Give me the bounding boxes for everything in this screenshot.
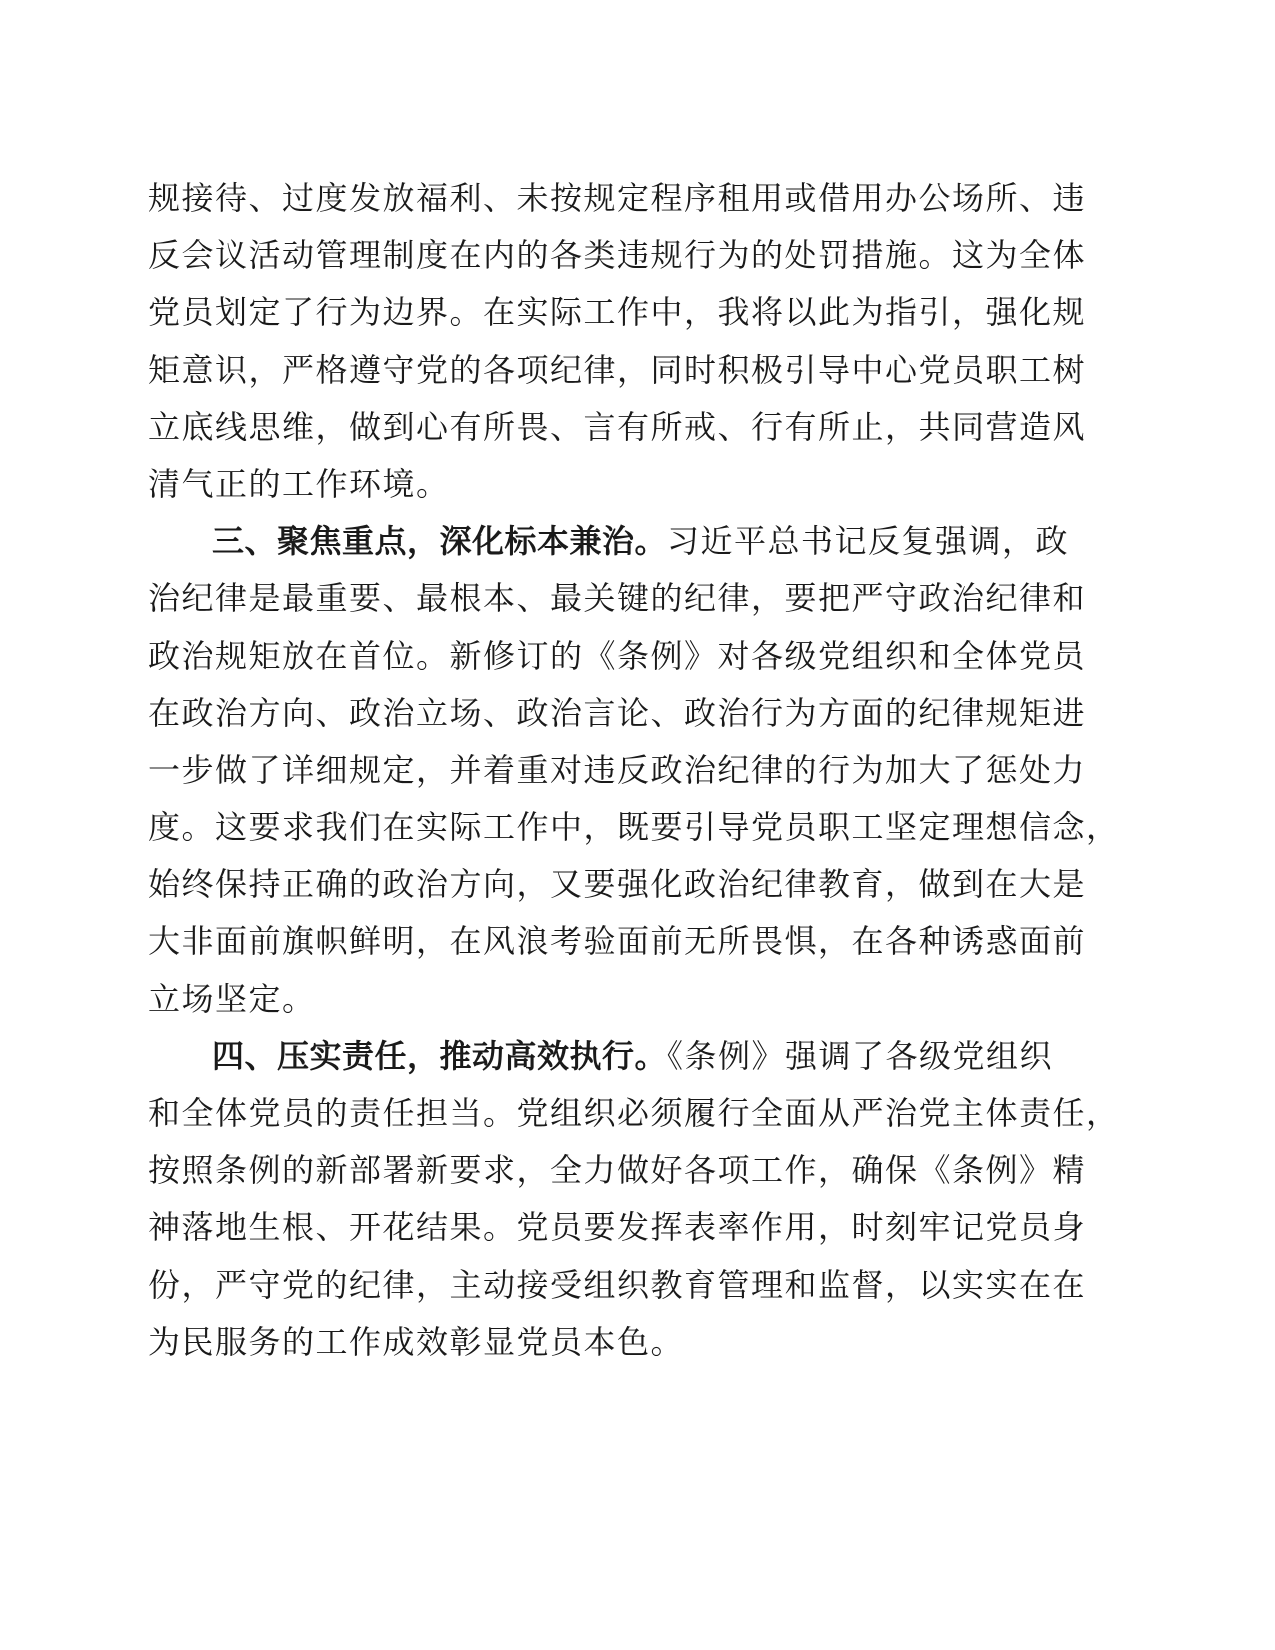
text-line: 政治规矩放在首位。新修订的《条例》对各级党组织和全体党员 xyxy=(148,636,1087,675)
text-line: 治纪律是最重要、最根本、最关键的纪律，要把严守政治纪律和 xyxy=(148,579,1087,618)
document-body xyxy=(148,170,1128,1371)
text-line: 度。这要求我们在实际工作中，既要引导党员职工坚定理想信念， xyxy=(148,808,1120,847)
text-line xyxy=(148,1028,1128,1085)
paragraph-2 xyxy=(148,513,1128,1028)
text-run: 《条例》强调了各级党组织 xyxy=(667,1036,1054,1075)
text-run: 习近平总书记反复强调，政 xyxy=(667,522,1070,561)
text-line: 党员划定了行为边界。在实际工作中，我将以此为指引，强化规 xyxy=(148,293,1087,332)
text-line: 反会议活动管理制度在内的各类违规行为的处罚措施。这为全体 xyxy=(148,236,1087,275)
text-line: 在政治方向、政治立场、政治言论、政治行为方面的纪律规矩进 xyxy=(148,693,1087,732)
section-heading-3: 三、聚焦重点，深化标本兼治。 xyxy=(212,522,668,561)
text-line: 清气正的工作环境。 xyxy=(148,464,450,503)
text-line: 规接待、过度发放福利、未按规定程序租用或借用办公场所、违 xyxy=(148,179,1087,217)
paragraph-3 xyxy=(148,1028,1128,1371)
paragraph-1 xyxy=(148,170,1128,513)
text-line: 份，严守党的纪律，主动接受组织教育管理和监督，以实实在在 xyxy=(148,1265,1087,1304)
text-line: 立底线思维，做到心有所畏、言有所戒、行有所止，共同营造风 xyxy=(148,407,1087,446)
section-heading-4: 四、压实责任，推动高效执行。 xyxy=(212,1036,668,1075)
text-line: 和全体党员的责任担当。党组织必须履行全面从严治党主体责任， xyxy=(148,1094,1120,1132)
text-line: 矩意识，严格遵守党的各项纪律，同时积极引导中心党员职工树 xyxy=(148,350,1087,389)
text-line: 大非面前旗帜鲜明，在风浪考验面前无所畏惧，在各种诱惑面前 xyxy=(148,922,1087,961)
text-line: 立场坚定。 xyxy=(148,979,316,1018)
text-line: 神落地生根、开花结果。党员要发挥表率作用，时刻牢记党员身 xyxy=(148,1208,1087,1247)
text-line: 为民服务的工作成效彰显党员本色。 xyxy=(148,1322,685,1361)
text-line xyxy=(148,513,1128,570)
text-line: 按照条例的新部署新要求，全力做好各项工作，确保《条例》精 xyxy=(148,1151,1087,1190)
text-line: 始终保持正确的政治方向，又要强化政治纪律教育，做到在大是 xyxy=(148,865,1087,904)
text-line: 一步做了详细规定，并着重对违反政治纪律的行为加大了惩处力 xyxy=(148,750,1087,789)
